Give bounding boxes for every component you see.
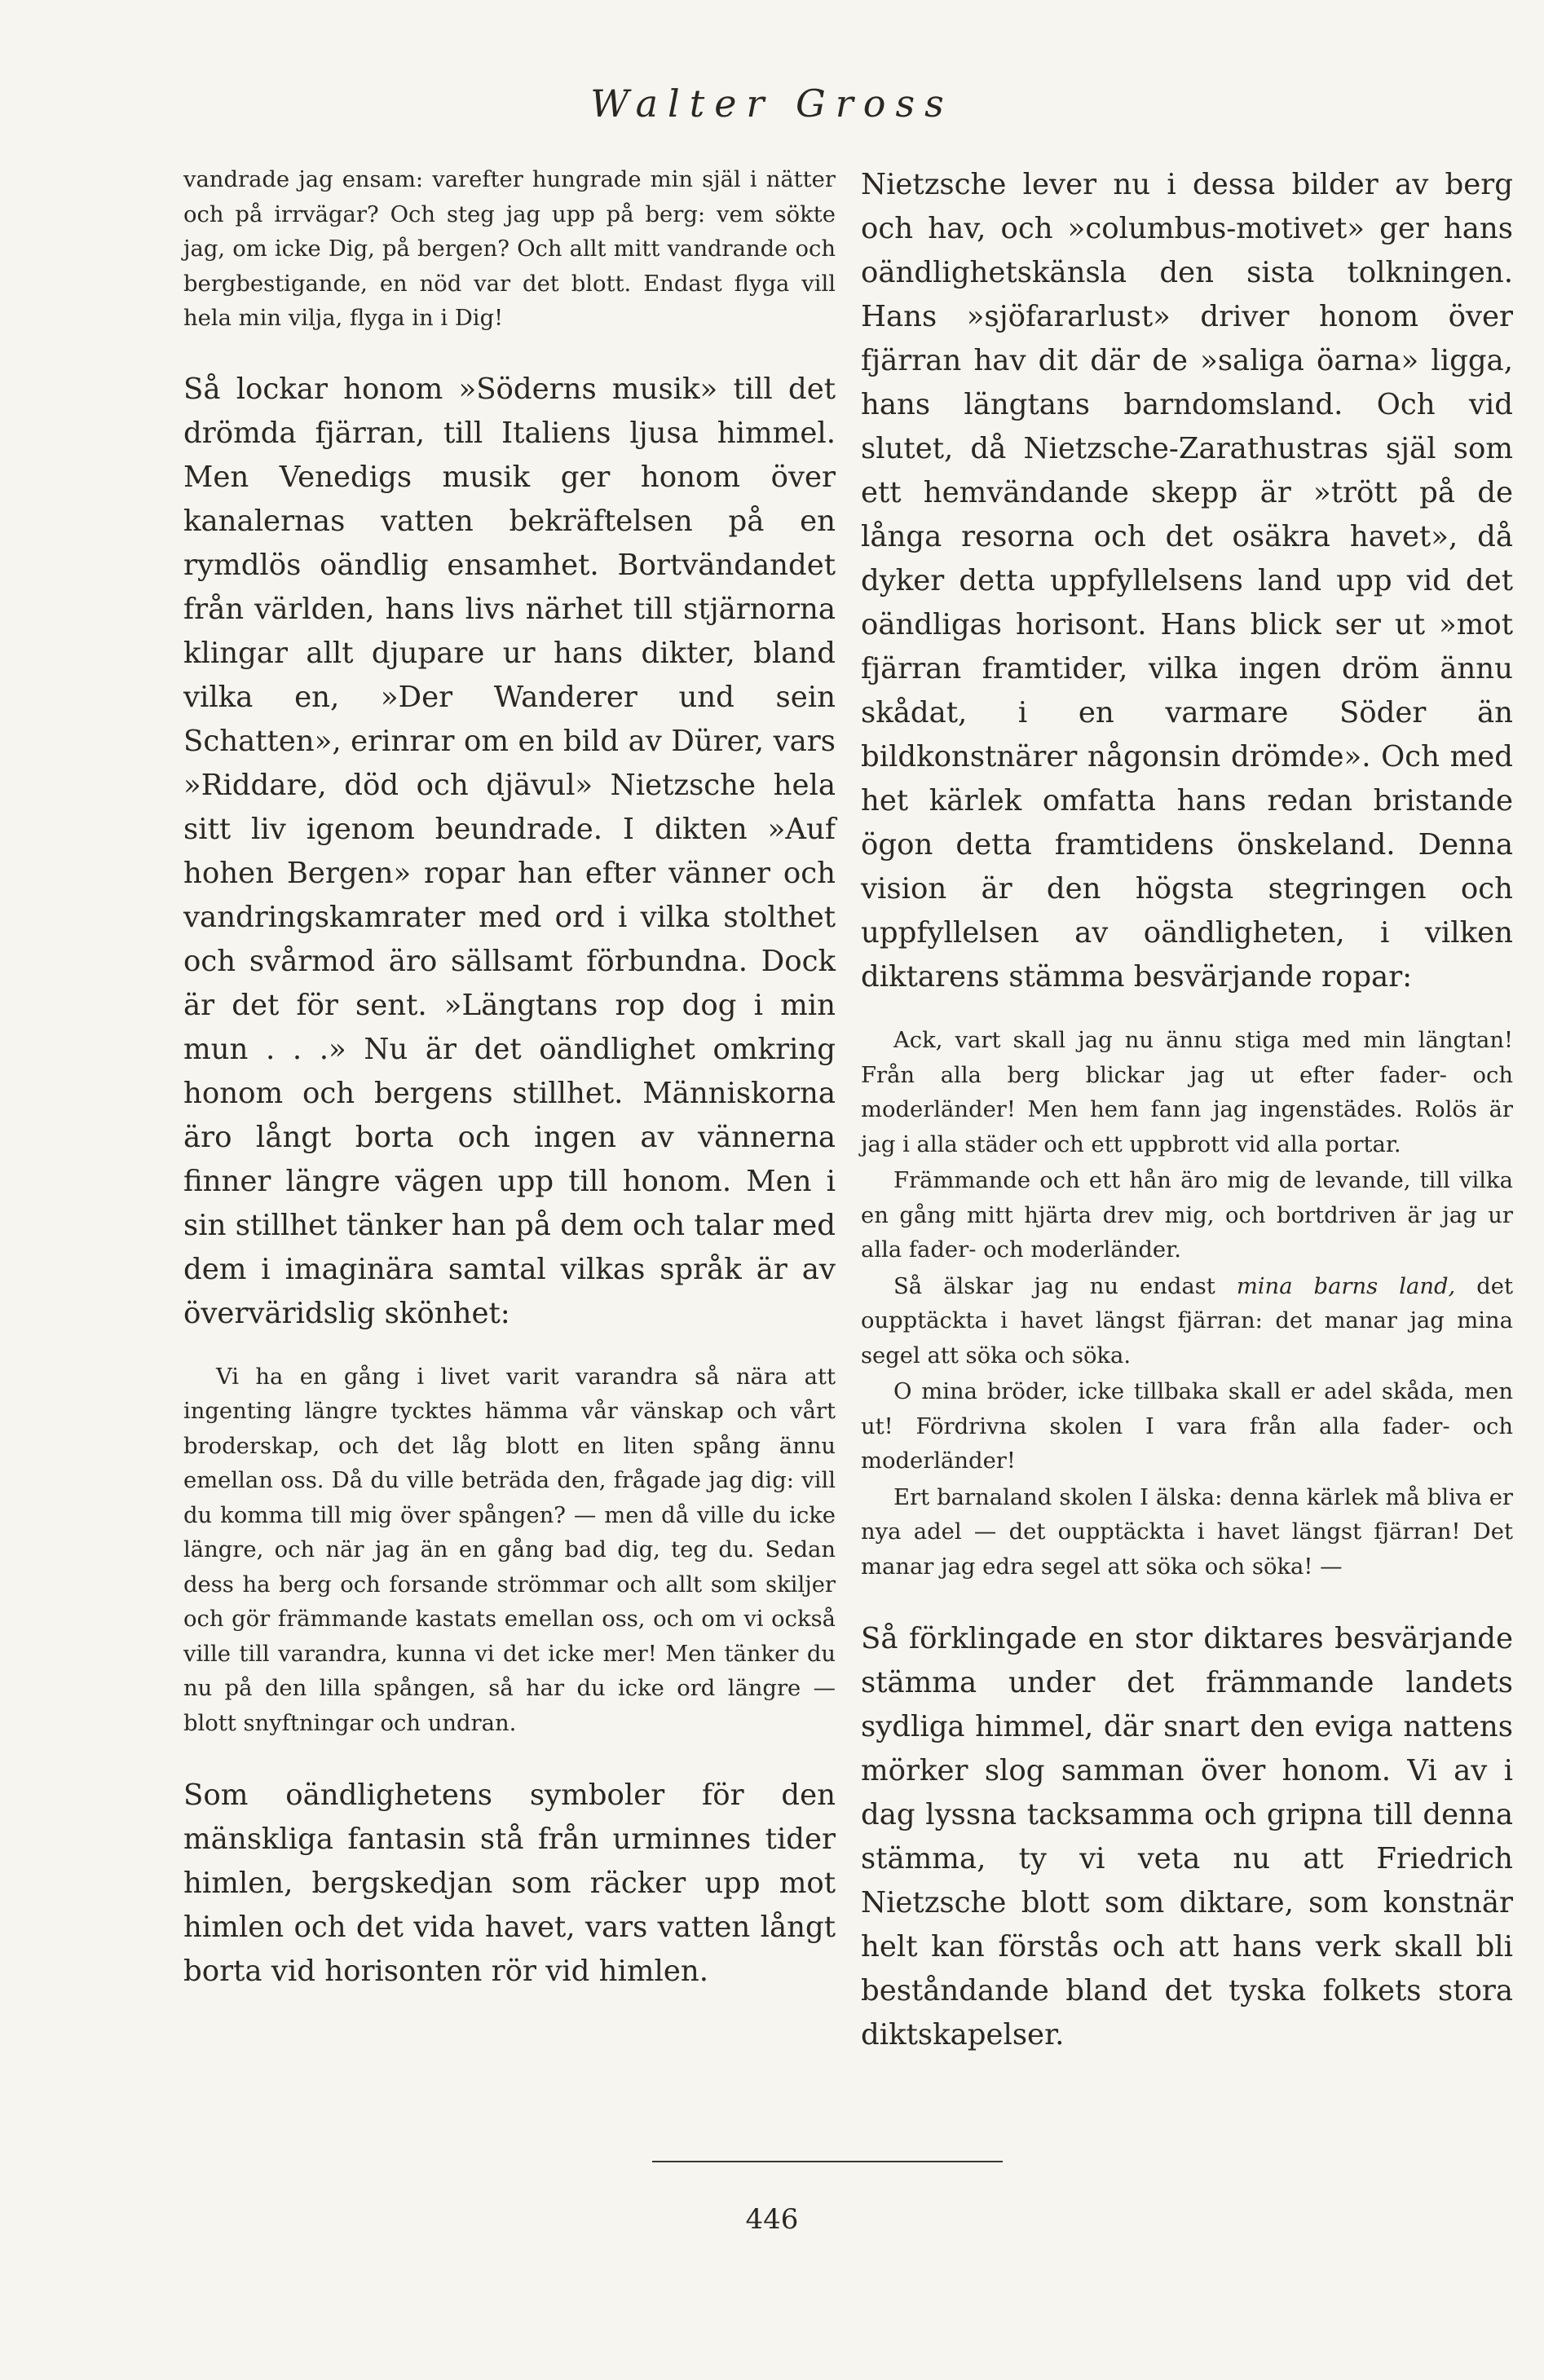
quote-p3-after: det oupptäckta i havet längst fjärran: det manar jag mina segel att söka och söka. — [861, 1273, 1513, 1368]
left-column — [183, 163, 836, 1994]
body-paragraph-soderns-musik: Så lockar honom »Söderns musik» till det drömda fjärran, till Italiens ljusa himmel. Men Venedigs musik ger honom över kanalernas vatten bekräftelsen på en rymdlös oändlig ensamhet. Bortvändandet från världen, hans livs närhet till stjärnorna klingar allt djupare ur hans dikter, bland vilka en, »Der Wanderer und sein Schatten», erinrar om en bild av Dürer, vars »Riddare, död och djävul» Nietzsche hela sitt liv igenom beundrade. I dikten »Auf hohen Bergen» ropar han efter vänner och vandringskamrater med ord i vilka stolthet och svårmod äro sällsamt förbundna. Dock är det för sent. »Längtans rop dog i min mun . . .» Nu är det oändlighet omkring honom och bergens stillhet. Människorna äro långt borta och ingen av vännerna finner längre vägen upp till honom. Men i sin stillhet tänker han på dem och talar med dem i imaginära samtal vilkas språk är av överväridslig skönhet: — [183, 372, 836, 1330]
quote-continuation: vandrade jag ensam: varefter hungrade min själ i nätter och på irrvägar? Och steg jag upp på berg: vem sökte jag, om icke Dig, på bergen? Och allt mitt vandrande och bergbestigande, en nöd var det blott. Endast flyga vill hela min vilja, flyga in i Dig! — [183, 167, 836, 331]
quote-paragraph-5: Ert barnaland skolen I älska: denna kärlek må bliva er nya adel — det oupptäckta i havet längst fjärran! Det manar jag edra segel att söka och söka! — — [861, 1484, 1513, 1580]
quote-p3-before: Så älskar jag nu endast — [893, 1273, 1237, 1299]
body-paragraph-symboler: Som oändlighetens symboler för den mänskliga fantasin stå från urminnes tider himlen, bergskedjan som räcker upp mot himlen och det vida havet, vars vatten långt borta vid horisonten rör vid himlen. — [183, 1778, 836, 1988]
quote-paragraph-3 — [861, 1270, 1513, 1374]
page-number: 446 — [745, 2203, 799, 2236]
quote-paragraph-2: Främmande och ett hån äro mig de levande, till vilka en gång mitt hjärta drev mig, och bortdriven är jag ur alla fader- och moderländer. — [861, 1168, 1513, 1263]
quote-paragraph-4: O mina bröder, icke tillbaka skall er adel skåda, men ut! Fördrivna skolen I vara från alla fader- och moderländer! — [861, 1379, 1513, 1474]
quote-spangen: Vi ha en gång i livet varit varandra så nära att ingenting längre tycktes hämma vår vänskap och vårt broderskap, och det låg blott en liten spång ännu emellan oss. Då du ville beträda den, frågade jag dig: vill du komma till mig över spången? — men då ville du icke längre, och när jag än en gång bad dig, teg du. Sedan dess ha berg och forsande strömmar och allt som skiljer och gör främmande kastats emellan oss, och om vi också ville till varandra, kunna vi det icke mer! Men tänker du nu på den lilla spången, så har du icke ord längre — blott snyftningar och undran. — [183, 1364, 836, 1736]
body-paragraph-columbus: Nietzsche lever nu i dessa bilder av berg och hav, och »columbus-motivet» ger hans oändlighetskänsla den sista tolkningen. Hans »sjöfararlust» driver honom över fjärran hav dit där de »saliga öarna» ligga, hans längtans barndomsland. Och vid slutet, då Nietzsche-Zarathustras själ som ett hemvändande skepp är »trött på de långa resorna och det osäkra havet», då dyker detta uppfyllelsens land upp vid det oändligas horisont. Hans blick ser ut »mot fjärran framtider, vilka ingen dröm ännu skådat, i en varmare Söder än bildkonstnärer någonsin drömde». Och med het kärlek omfatta hans redan bristande ögon detta framtidens önskeland. Denna vision är den högsta stegringen och uppfyllelsen av oändligheten, i vilken diktarens stämma besvärjande ropar: — [861, 168, 1513, 994]
quote-paragraph-1: Ack, vart skall jag nu ännu stiga med min längtan! Från alla berg blickar jag ut efter fader- och moderländer! Men hem fann jag ingenstädes. Rolös är jag i alla städer och ett uppbrott vid alla portar. — [861, 1028, 1513, 1157]
quote-p3-emphasis: mina barns land, — [1236, 1273, 1456, 1299]
footer-rule — [652, 2161, 1003, 2162]
body-paragraph-forklingade: Så förklingade en stor diktares besvärjande stämma under det främmande landets sydliga himmel, där snart den eviga nattens mörker slog samman över honom. Vi av i dag lyssna tacksamma och gripna till denna stämma, ty vi veta nu att Friedrich Nietzsche blott som diktare, som konstnär helt kan förstås och att hans verk skall bli beståndande bland det tyska folkets stora diktskapelser. — [861, 1622, 1513, 2052]
right-column — [861, 163, 1513, 2057]
running-head: Walter Gross — [590, 82, 954, 126]
